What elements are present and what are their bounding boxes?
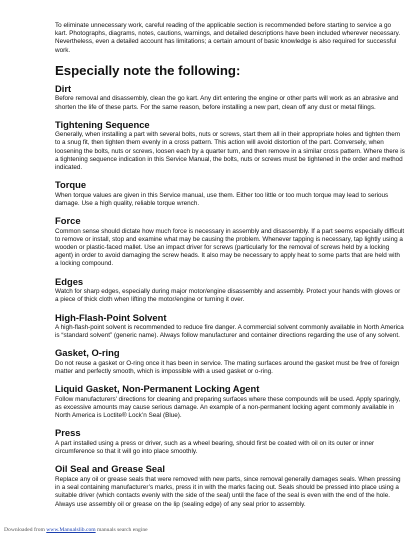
section-body: Do not reuse a gasket or O-ring once it has been in service. The mating surfaces around the gasket must be free of foreign matter and perfectly smooth, which is impossible with a used gasket or o-ring.: [55, 359, 400, 376]
section-title: Tightening Sequence: [55, 118, 150, 130]
section-liquid-gasket: [55, 384, 405, 420]
footer-prefix: Downloaded from: [4, 527, 45, 533]
section-title: Force: [55, 215, 81, 227]
section-title: Press: [55, 427, 81, 439]
footer-suffix: manuals search engine: [97, 527, 148, 533]
page-heading: Especially note the following:: [55, 62, 241, 78]
section-press: [55, 428, 405, 456]
section-title: Edges: [55, 275, 84, 287]
section-body: Generally, when installing a part with several bolts, nuts or screws, start them all in their appropriate holes and tighten them to a snug fit, then tighten them evenly in a cross pattern. This action will avoid distortion of the part. Conversely, when loosening the bolts, nuts or screws, loosen each by a quarter turn, and then remove in a similar cross pattern. Where there is a tightening sequence indication in this Service Manual, the bolts, nuts or screws must be tightened in the order and method indicated.: [55, 131, 405, 172]
section-body: Common sense should dictate how much force is necessary in assembly and disassembly. If a part seems especially difficult to remove or install, stop and examine what may be causing the problem. Whenever tapping is necessary, tap lightly using a wooden or plastic-faced mallet. Use an impact driver for screws (particularly for the removal of screws held by a locking agent) in order to avoid damaging the screw heads. It also may be necessary to apply heat to some parts that are held with a locking compound.: [55, 227, 405, 268]
section-oil-seal: [55, 464, 405, 508]
section-title: Torque: [55, 179, 87, 191]
intro-paragraph: To eliminate unnecessary work, careful reading of the applicable section is recommended before starting to service a go kart. Photographs, diagrams, notes, cautions, warnings, and detailed descriptions have been included wherever necessary. Nevertheless, even a detailed account has limitations; a certain amount of basic knowledge is also required for successful work.: [55, 22, 401, 54]
section-torque: [55, 180, 405, 208]
section-title: Liquid Gasket, Non-Permanent Locking Agent: [55, 383, 260, 395]
section-body: Watch for sharp edges, especially during major motor/engine disassembly and assembly. Protect your hands with gloves or a piece of thick cloth when lifting the motor/engine or turning it over.: [55, 288, 401, 304]
section-title: Oil Seal and Grease Seal: [55, 463, 165, 475]
section-body: When torque values are given in this Service manual, use them. Either too little or too much torque may lead to serious damage. Use a high quality, reliable torque wrench.: [55, 191, 389, 207]
section-force: [55, 216, 405, 269]
section-title: Dirt: [55, 82, 72, 94]
section-body: A high-flash-point solvent is recommended to reduce fire danger. A commercial solvent commonly available in North America is “standard solvent” (generic name). Always follow manufacturer and container directions regarding the use of any solvent.: [55, 324, 404, 340]
section-body: A part installed using a press or driver, such as a wheel bearing, should first be coated with oil on its outer or inner circumference so that it will go into place smoothly.: [55, 439, 375, 456]
section-title: High-Flash-Point Solvent: [55, 311, 167, 323]
manual-page: [55, 22, 405, 509]
section-body: Replace any oil or grease seals that were removed with new parts, since removal generally damages seals. When pressing in a seal containing manufacturer’s marks, press it in with the marks facing out. Seals should be pressed into place using a suitable driver (which contacts evenly with the side of the seal) until the face of the seal is even with the end of the hole. Always use assembly oil or grease on the lip (sealing edge) of any seal prior to assembly.: [55, 475, 401, 508]
section-body: Follow manufacturers' directions for cleaning and preparing surfaces where these compounds will be used. Apply sparingly, as excessive amounts may cause serious damage. An example of a non-permanent locking agent commonly available in North America is Loctite® Lock’n Seal (Blue).: [55, 395, 401, 420]
section-title: Gasket, O-ring: [55, 347, 120, 359]
section-edges: [55, 277, 405, 305]
section-gasket-o-ring: [55, 348, 405, 376]
section-dirt: [55, 84, 405, 112]
section-solvent: [55, 313, 405, 341]
section-body: Before removal and disassembly, clean the go kart. Any dirt entering the engine or other parts will work as an abrasive and shorten the life of these parts. For the same reason, before installing a new part, clean off any dust or metal filings.: [55, 95, 399, 111]
manualslib-link[interactable]: www.Manualslib.com: [46, 527, 96, 533]
section-tightening-sequence: [55, 120, 405, 173]
download-footer: [4, 527, 148, 533]
